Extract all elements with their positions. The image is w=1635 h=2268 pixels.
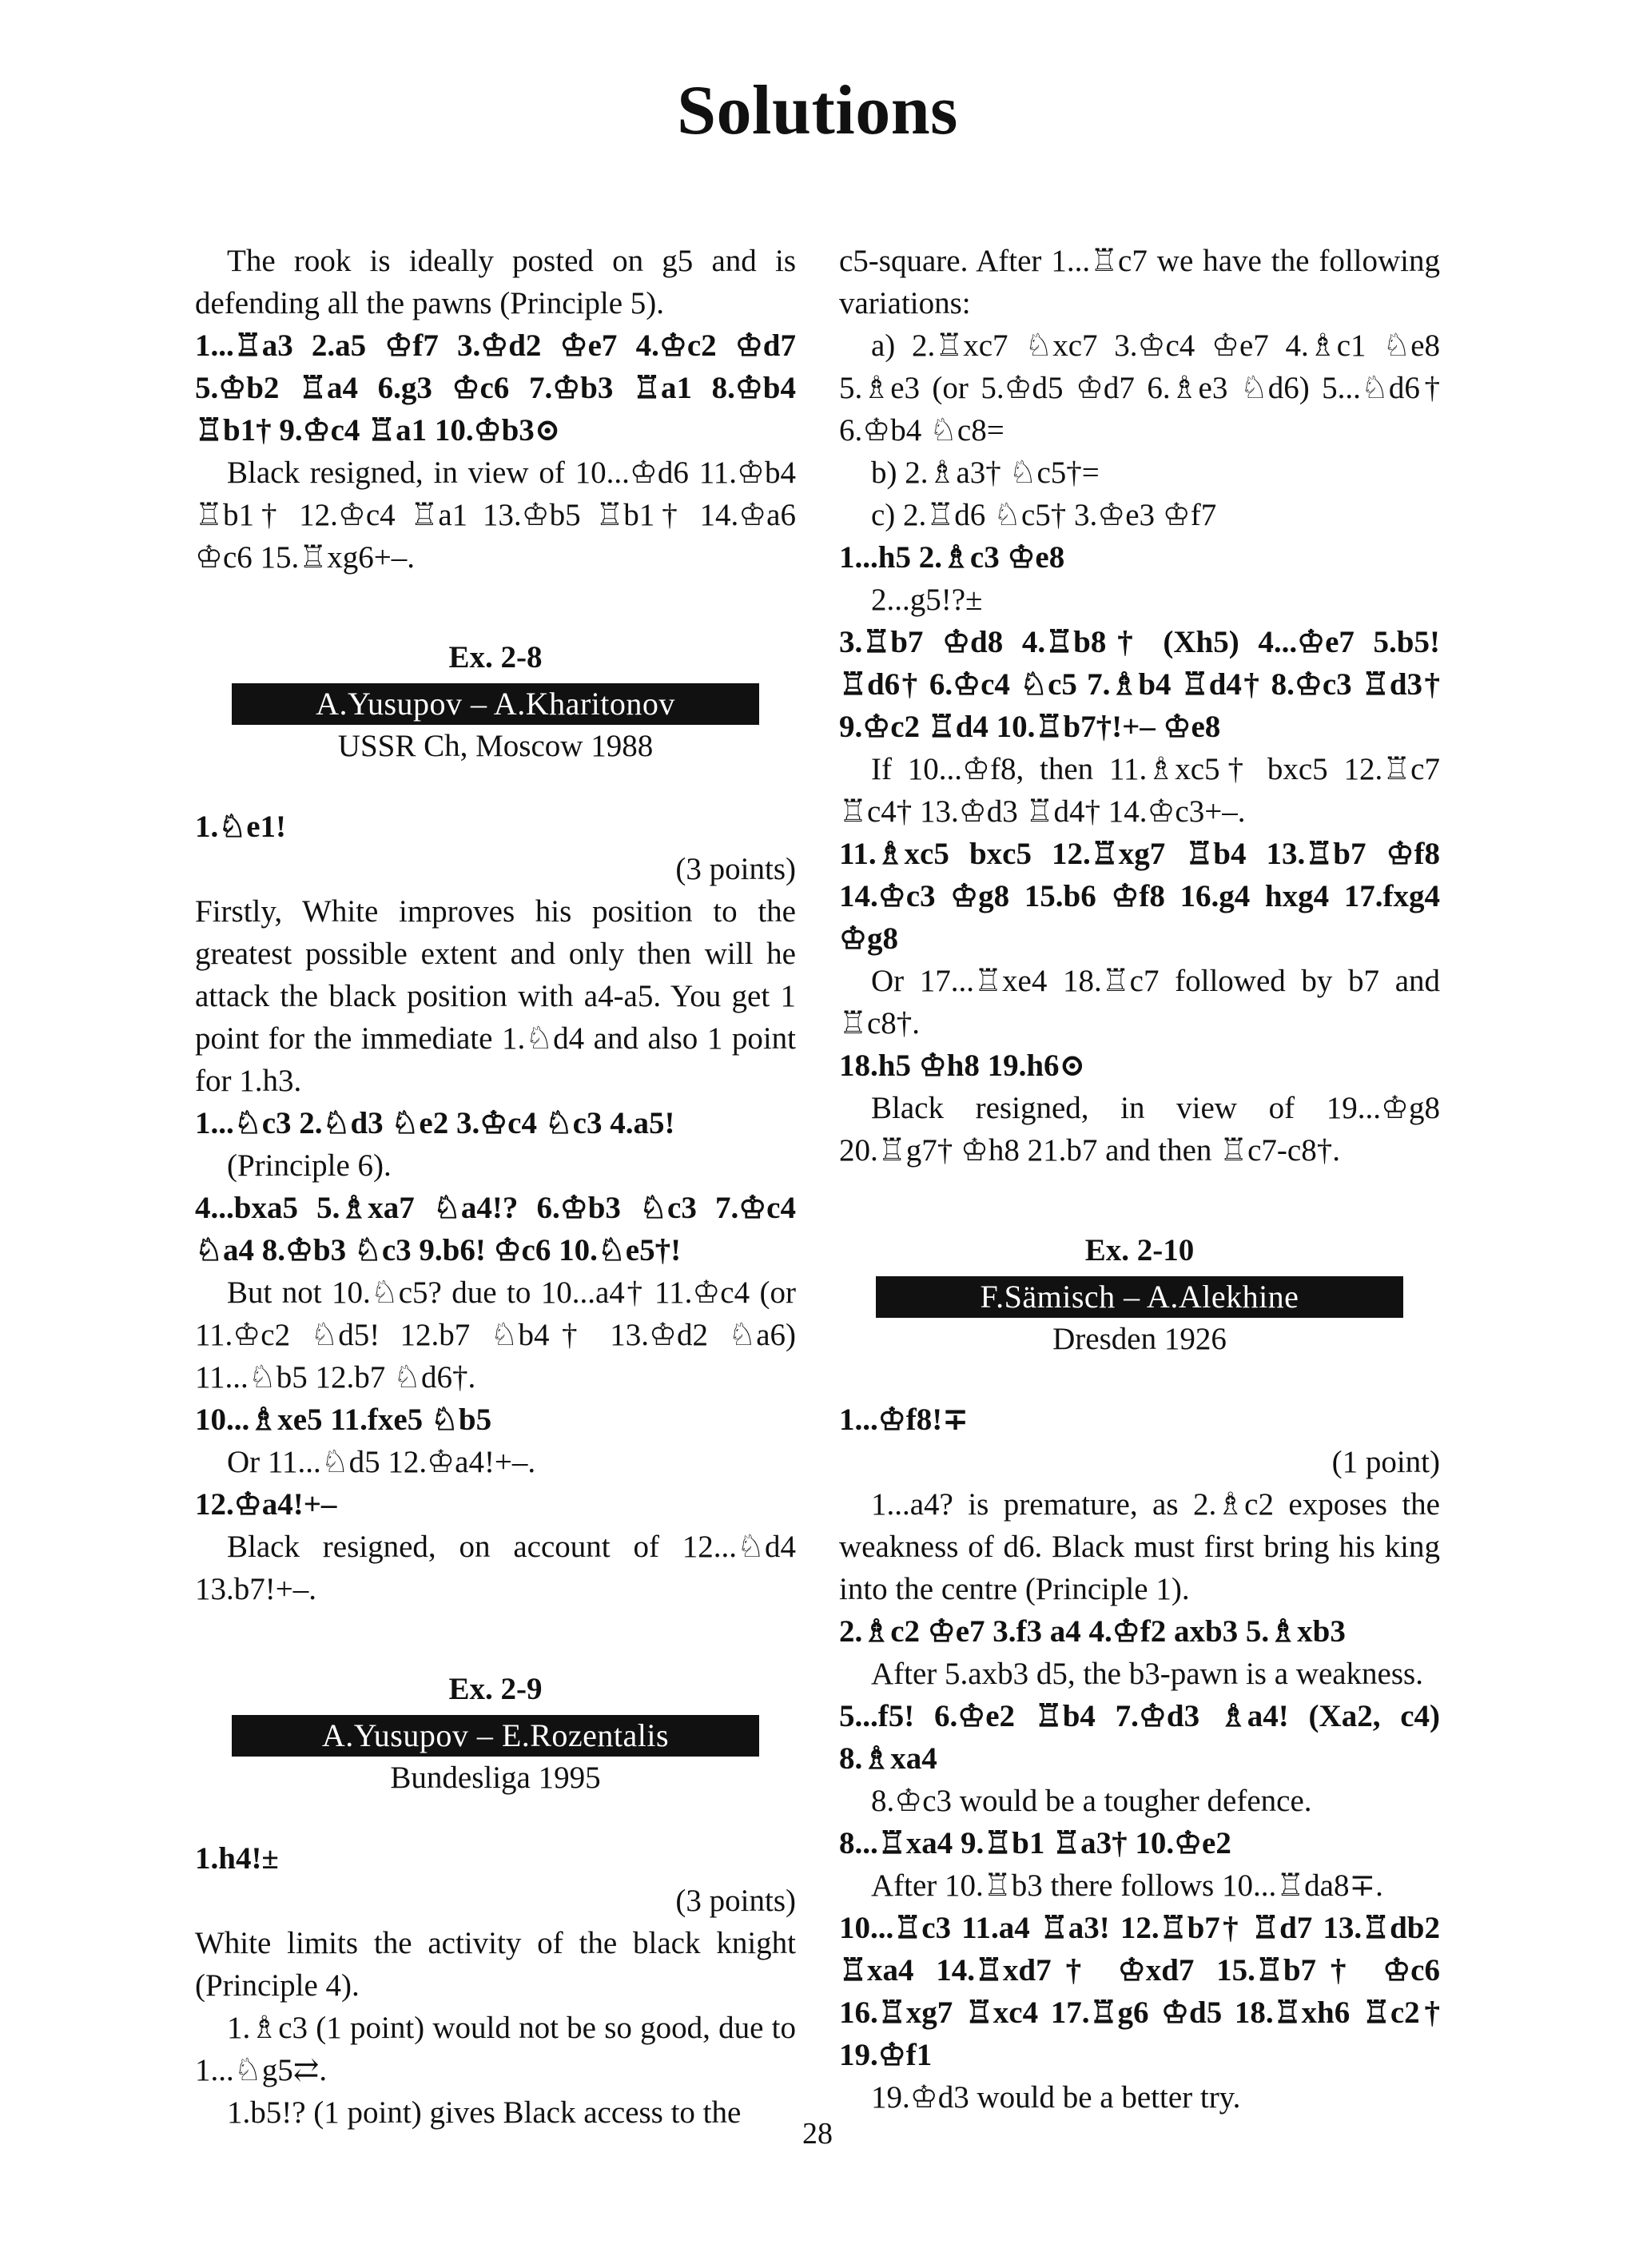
page-number: 28 xyxy=(802,2117,833,2151)
points-label: (3 points) xyxy=(675,852,796,886)
variation-line: a) 2.♖xc7 ♘xc7 3.♔c4 ♔e7 4.♗c1 ♘e8 5.♗e3 (or 5.♔d5 ♔d7 6.♗e3 ♘d6) 5...♘d6† 6.♔b4 ♘c8= xyxy=(839,328,1441,448)
move-sequence: 5...f5! 6.♔e2 ♖b4 7.♔d3 ♗a4! (Xa2, c4) 8.♗xa4 xyxy=(839,1699,1440,1776)
key-move: 1...♔f8!∓ xyxy=(839,1403,969,1437)
solution-text: Black resigned, on account of 12...♘d4 13.b7!+–. xyxy=(195,1530,796,1606)
solution-text: If 10...♔f8, then 11.♗xc5† bxc5 12.♖c7 ♖c4† 13.♔d3 ♖d4† 14.♔c3+–. xyxy=(839,752,1440,829)
solution-text: But not 10.♘c5? due to 10...a4† 11.♔c4 (or 11.♔c2 ♘d5! 12.b7 ♘b4† 13.♔d2 ♘a6) 11...♘b5 12.b7 ♘d6†. xyxy=(195,1275,796,1395)
solution-text: The rook is ideally posted on g5 and is defending all the pawns (Principle 5). xyxy=(195,244,796,320)
key-move: 1.h4!± xyxy=(195,1841,279,1876)
variation-line: b) 2.♗a3† ♘c5†= xyxy=(871,456,1100,490)
solution-text: After 5.axb3 d5, the b3-pawn is a weakness. xyxy=(871,1657,1423,1691)
move-sequence: 1...♖a3 2.a5 ♔f7 3.♔d2 ♔e7 4.♔c2 ♔d7 5.♔b2 ♖a4 6.g3 ♔c6 7.♔b3 ♖a1 8.♔b4 ♖b1† 9.♔c4 ♖a1 10.♔b3⊙ xyxy=(195,328,796,448)
left-column xyxy=(195,240,796,2134)
move-sequence: 1...h5 2.♗c3 ♔e8 xyxy=(839,540,1065,575)
players-banner: F.Sämisch – A.Alekhine xyxy=(876,1276,1403,1318)
solution-text: 1.♗c3 (1 point) would not be so good, due to 1...♘g5⇄. xyxy=(195,2011,796,2087)
move-sequence: 12.♔a4!+– xyxy=(195,1487,337,1522)
move-sequence: 8...♖xa4 9.♖b1 ♖a3† 10.♔e2 xyxy=(839,1826,1231,1860)
move-sequence: 18.h5 ♔h8 19.h6⊙ xyxy=(839,1048,1086,1083)
move-sequence: 3.♖b7 ♔d8 4.♖b8† (Xh5) 4...♔e7 5.b5! ♖d6† 6.♔c4 ♘c5 7.♗b4 ♖d4† 8.♔c3 ♖d3† 9.♔c2 ♖d4 10.♖b7†!+– ♔e8 xyxy=(839,625,1440,744)
solution-text: Or 11...♘d5 12.♔a4!+–. xyxy=(227,1445,536,1479)
solution-text: Black resigned, in view of 19...♔g8 20.♖g7† ♔h8 21.b7 and then ♖c7-c8†. xyxy=(839,1091,1440,1168)
event-info: Dresden 1926 xyxy=(1052,1322,1227,1356)
solution-text: White limits the activity of the black knight (Principle 4). xyxy=(195,1926,796,2003)
right-column xyxy=(839,240,1440,2119)
solution-text: 2...g5!?± xyxy=(871,583,983,617)
exercise-label: Ex. 2-10 xyxy=(1084,1233,1195,1267)
move-sequence: 11.♗xc5 bxc5 12.♖xg7 ♖b4 13.♖b7 ♔f8 14.♔c3 ♔g8 15.b6 ♔f8 16.g4 hxg4 17.fxg4 ♔g8 xyxy=(839,837,1440,956)
variation-line: c) 2.♖d6 ♘c5† 3.♔e3 ♔f7 xyxy=(871,498,1217,532)
solution-text: After 10.♖b3 there follows 10...♖da8∓. xyxy=(871,1868,1383,1903)
points-label: (1 point) xyxy=(1331,1445,1440,1479)
move-sequence: 10...♖c3 11.a4 ♖a3! 12.♖b7† ♖d7 13.♖db2 ♖xa4 14.♖xd7† ♔xd7 15.♖b7† ♔c6 16.♖xg7 ♖xc4 17.♖g6 ♔d5 18.♖xh6 ♖c2† 19.♔f1 xyxy=(839,1911,1440,2072)
event-info: USSR Ch, Moscow 1988 xyxy=(337,729,654,763)
solution-text: (Principle 6). xyxy=(227,1148,392,1183)
move-sequence: 10...♗xe5 11.fxe5 ♘b5 xyxy=(195,1403,492,1437)
players-banner: A.Yusupov – A.Kharitonov xyxy=(232,683,759,725)
move-sequence: 2.♗c2 ♔e7 3.f3 a4 4.♔f2 axb3 5.♗xb3 xyxy=(839,1614,1346,1649)
move-sequence: 4...bxa5 5.♗xa7 ♘a4!? 6.♔b3 ♘c3 7.♔c4 ♘a4 8.♔b3 ♘c3 9.b6! ♔c6 10.♘e5†! xyxy=(195,1191,796,1267)
points-label: (3 points) xyxy=(675,1884,796,1918)
key-move: 1.♘e1! xyxy=(195,810,287,844)
solution-text: 19.♔d3 would be a better try. xyxy=(871,2080,1241,2115)
solution-text: Black resigned, in view of 10...♔d6 11.♔b4 ♖b1† 12.♔c4 ♖a1 13.♔b5 ♖b1† 14.♔a6 ♔c6 15.♖xg6+–. xyxy=(195,456,796,575)
solution-text: Firstly, White improves his position to the greatest possible extent and only then will he attack the black position with a4-a5. You get 1 point for the immediate 1.♘d4 and also 1 point for 1.h3. xyxy=(195,894,796,1098)
solution-text: Or 17...♖xe4 18.♖c7 followed by b7 and ♖c8†. xyxy=(839,964,1440,1040)
solution-text: c5-square. After 1...♖c7 we have the following variations: xyxy=(839,244,1440,320)
move-sequence: 1...♘c3 2.♘d3 ♘e2 3.♔c4 ♘c3 4.a5! xyxy=(195,1106,675,1140)
solution-text: 1...a4? is premature, as 2.♗c2 exposes the weakness of d6. Black must first bring his king into the centre (Principle 1). xyxy=(839,1487,1440,1606)
players-banner: A.Yusupov – E.Rozentalis xyxy=(232,1715,759,1757)
exercise-label: Ex. 2-8 xyxy=(448,640,543,674)
exercise-label: Ex. 2-9 xyxy=(448,1672,543,1706)
solution-text: 8.♔c3 would be a tougher defence. xyxy=(871,1784,1312,1818)
solution-text: 1.b5!? (1 point) gives Black access to the xyxy=(227,2095,742,2130)
event-info: Bundesliga 1995 xyxy=(390,1761,601,1795)
page-title: Solutions xyxy=(677,72,958,149)
